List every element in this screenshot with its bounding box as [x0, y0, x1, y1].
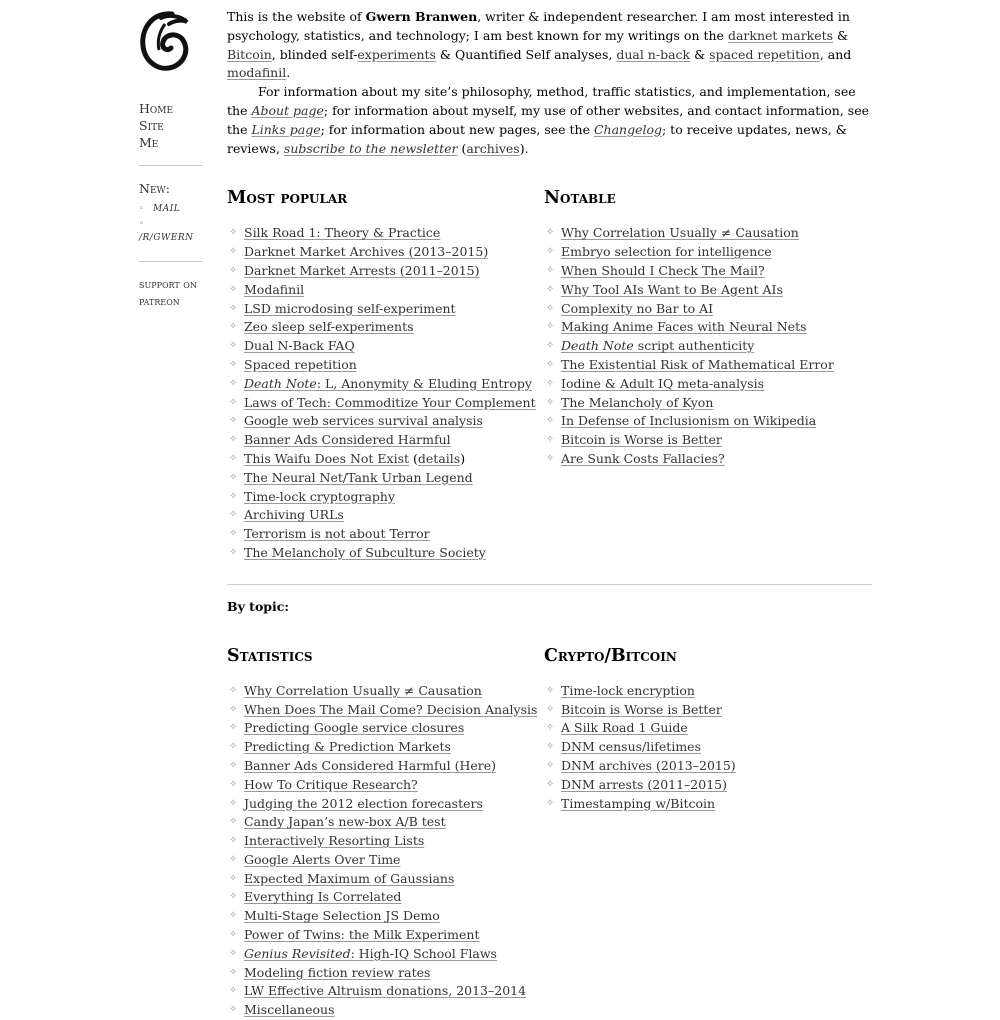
notable-section: [544, 186, 861, 562]
archives-link[interactable]: archives: [466, 140, 520, 156]
statistics-section: [227, 644, 544, 1020]
statistics-list: [227, 682, 544, 1020]
intro-text: This is the website of: [227, 9, 366, 24]
list-item: [544, 318, 861, 337]
nav-site-link[interactable]: Site: [139, 118, 164, 133]
list-item: [227, 888, 544, 907]
title-italic: Death Note: [561, 338, 634, 354]
article-link[interactable]: Modeling fiction review rates: [244, 964, 431, 980]
list-item: [544, 682, 861, 701]
article-link[interactable]: Why Correlation Usually ≠ Causation: [561, 225, 799, 241]
most-popular-list: [227, 224, 544, 562]
crypto-bitcoin-list: [544, 682, 861, 814]
nav-me-link[interactable]: Me: [139, 135, 159, 150]
article-link[interactable]: Interactively Resorting Lists: [244, 833, 425, 849]
article-link[interactable]: Bitcoin is Worse is Better: [561, 701, 722, 717]
crypto-bitcoin-section: [544, 644, 861, 1020]
most-popular-heading: Most popular: [227, 188, 348, 209]
intro-text: , and: [819, 46, 852, 62]
list-item: [544, 450, 861, 469]
article-link[interactable]: [244, 946, 497, 961]
intro-text: ).: [519, 140, 529, 156]
list-item: [227, 544, 544, 563]
list-item: [544, 412, 861, 431]
intro-text: ; for information about new pages, see the: [320, 121, 594, 137]
list-item: [227, 870, 544, 889]
article-link[interactable]: Timestamping w/Bitcoin: [561, 795, 716, 811]
list-item: [544, 431, 861, 450]
article-link[interactable]: Complexity no Bar to AI: [561, 300, 714, 316]
title-italic: Genius Revisited: [244, 945, 351, 961]
article-link[interactable]: LSD microdosing self-experiment: [244, 300, 456, 316]
site-logo[interactable]: [139, 10, 191, 72]
article-link[interactable]: Modafinil: [244, 281, 305, 297]
article-link[interactable]: The Melancholy of Subculture Society: [244, 544, 486, 560]
list-item: [227, 832, 544, 851]
list-item: [227, 719, 544, 738]
support-line2: patreon: [139, 295, 180, 308]
article-link[interactable]: Embryo selection for intelligence: [561, 244, 772, 260]
list-item: [544, 262, 861, 281]
list-item: [544, 701, 861, 720]
spaced-repetition-link[interactable]: spaced repetition: [709, 46, 820, 62]
article-link[interactable]: Why Correlation Usually ≠ Causation: [244, 682, 482, 698]
article-link[interactable]: Miscellaneous: [244, 1002, 335, 1018]
list-item: [227, 243, 544, 262]
list-item: [544, 719, 861, 738]
list-item: [227, 757, 544, 776]
subscribe-label: subscribe to the newsletter: [283, 140, 458, 156]
list-item: [227, 964, 544, 983]
article-link[interactable]: Predicting & Prediction Markets: [244, 739, 451, 755]
article-link[interactable]: Terrorism is not about Terror: [244, 526, 430, 542]
article-link[interactable]: Everything Is Correlated: [244, 889, 402, 905]
list-item: [227, 431, 544, 450]
intro-text: (: [457, 140, 467, 156]
intro-text: .: [286, 65, 291, 81]
article-link[interactable]: Power of Twins: the Milk Experiment: [244, 927, 480, 943]
most-popular-section: [227, 186, 544, 562]
list-item: [227, 300, 544, 319]
intro-text: &: [833, 27, 849, 43]
new-item-mail: [139, 201, 203, 218]
support-patreon-link[interactable]: [139, 276, 203, 310]
sidebar-divider: [139, 165, 203, 166]
notable-list: [544, 224, 861, 468]
article-link[interactable]: DNM census/lifetimes: [561, 739, 701, 755]
sidebar-divider: [139, 261, 203, 262]
article-link[interactable]: How To Critique Research?: [244, 776, 418, 792]
article-link[interactable]: Zeo sleep self-experiments: [244, 319, 414, 335]
subscribe-newsletter-link[interactable]: [284, 141, 458, 156]
article-link[interactable]: Time-lock cryptography: [244, 488, 396, 504]
article-link[interactable]: Judging the 2012 election forecasters: [244, 795, 483, 811]
statistics-heading: Statistics: [227, 645, 313, 666]
article-link[interactable]: Are Sunk Costs Fallacies?: [561, 450, 725, 466]
article-link[interactable]: Google Alerts Over Time: [244, 851, 401, 867]
list-item: [227, 375, 544, 394]
article-link[interactable]: Multi-Stage Selection JS Demo: [244, 908, 440, 924]
article-link[interactable]: Google web services survival analysis: [244, 413, 483, 429]
list-item: [227, 337, 544, 356]
punctuation: ): [460, 450, 466, 466]
punctuation: (: [409, 450, 418, 466]
list-item: [544, 356, 861, 375]
new-list: [139, 201, 203, 247]
list-item: [227, 738, 544, 757]
details-link[interactable]: details: [417, 450, 461, 466]
article-link[interactable]: Making Anime Faces with Neural Nets: [561, 319, 807, 335]
by-topic-label: By topic:: [227, 598, 290, 614]
list-item: [544, 795, 861, 814]
list-item: [227, 682, 544, 701]
article-link[interactable]: In Defense of Inclusionism on Wikipedia: [561, 413, 817, 429]
list-item: [544, 243, 861, 262]
article-link[interactable]: The Neural Net/Tank Urban Legend: [244, 469, 473, 485]
list-item: [544, 300, 861, 319]
article-link[interactable]: The Melancholy of Kyon: [561, 394, 714, 410]
article-link[interactable]: Spaced repetition: [244, 356, 357, 372]
intro-paragraph-1: [227, 8, 872, 83]
intro-text: &: [690, 46, 710, 62]
list-item: [227, 945, 544, 964]
article-link[interactable]: Banner Ads Considered Harmful (Here): [244, 757, 497, 773]
list-item: [227, 506, 544, 525]
intro: [227, 8, 872, 158]
article-link[interactable]: Silk Road 1: Theory & Practice: [244, 225, 441, 241]
article-link[interactable]: Darknet Market Archives (2013–2015): [244, 244, 489, 260]
list-item: [227, 795, 544, 814]
main-content: [227, 8, 872, 1020]
list-item: [544, 738, 861, 757]
intro-paragraph-2: [227, 83, 872, 158]
title-rest: : L, Anonymity & Eluding Entropy: [316, 375, 532, 391]
article-link[interactable]: When Does The Mail Come? Decision Analysis: [244, 701, 538, 717]
about-page-label: About page: [251, 102, 324, 118]
article-link[interactable]: Predicting Google service closures: [244, 720, 465, 736]
list-item: [227, 776, 544, 795]
article-link[interactable]: Why Tool AIs Want to Be Agent AIs: [561, 281, 783, 297]
article-link[interactable]: Bitcoin is Worse is Better: [561, 432, 722, 448]
new-link[interactable]: New:: [139, 181, 170, 196]
list-item: [227, 450, 544, 469]
links-page-label: Links page: [251, 121, 321, 137]
list-item: [544, 757, 861, 776]
article-link[interactable]: Dual N-Back FAQ: [244, 338, 355, 354]
article-link[interactable]: Iodine & Adult IQ meta-analysis: [561, 375, 765, 391]
article-link[interactable]: This Waifu Does Not Exist: [244, 450, 410, 466]
article-link[interactable]: DNM arrests (2011–2015): [561, 776, 727, 792]
nav-home-link[interactable]: Home: [139, 101, 174, 116]
list-item: [227, 224, 544, 243]
links-page-link[interactable]: [251, 122, 320, 137]
intro-text: & Quantified Self analyses,: [435, 46, 617, 62]
list-item: [227, 318, 544, 337]
title-italic: Death Note: [244, 375, 317, 391]
changelog-link[interactable]: [594, 122, 662, 137]
sidebar-nav: [139, 100, 203, 310]
intro-text: , blinded self-: [271, 46, 358, 62]
reddit-link[interactable]: /R/GWERN: [139, 233, 194, 243]
modafinil-link[interactable]: modafinil: [227, 65, 287, 81]
changelog-label: Changelog: [593, 121, 662, 137]
list-item: [227, 701, 544, 720]
list-item: [544, 337, 861, 356]
bitcoin-link[interactable]: Bitcoin: [227, 46, 272, 62]
author-name: Gwern Branwen: [365, 9, 478, 24]
list-item: [227, 907, 544, 926]
article-link[interactable]: A Silk Road 1 Guide: [561, 720, 688, 736]
list-item: [544, 224, 861, 243]
list-item: [227, 813, 544, 832]
article-link[interactable]: Banner Ads Considered Harmful: [244, 432, 451, 448]
article-link[interactable]: Candy Japan’s new-box A/B test: [244, 814, 446, 830]
list-item: [544, 281, 861, 300]
article-link[interactable]: The Existential Risk of Mathematical Error: [561, 356, 834, 372]
list-item: [227, 394, 544, 413]
list-item: [227, 525, 544, 544]
list-item: [227, 926, 544, 945]
article-link[interactable]: Expected Maximum of Gaussians: [244, 870, 455, 886]
list-item: [227, 851, 544, 870]
list-item: [544, 375, 861, 394]
title-rest: script authenticity: [633, 338, 755, 354]
crypto-bitcoin-heading: Crypto/Bitcoin: [544, 645, 677, 666]
mail-link[interactable]: MAIL: [153, 204, 181, 214]
article-link[interactable]: DNM archives (2013–2015): [561, 757, 736, 773]
darknet-markets-link[interactable]: darknet markets: [727, 27, 834, 43]
intro-text: ; for information about myself, my use of other websites, and contact information, see the: [227, 102, 869, 137]
featured-columns: [227, 186, 872, 562]
intro-text: ; to receive updates, news, & reviews,: [227, 121, 847, 156]
list-item: [227, 412, 544, 431]
list-item: [227, 488, 544, 507]
article-link[interactable]: [561, 338, 754, 353]
article-link[interactable]: When Should I Check The Mail?: [561, 262, 765, 278]
experiments-link[interactable]: experiments: [357, 46, 436, 62]
support-line1: support on: [139, 278, 197, 291]
notable-heading: Notable: [544, 188, 616, 209]
new-item-reddit: [139, 218, 203, 247]
list-item: [227, 982, 544, 1001]
article-link[interactable]: Archiving URLs: [244, 507, 344, 523]
list-item: [227, 356, 544, 375]
list-item: [227, 262, 544, 281]
list-item: [227, 281, 544, 300]
article-link[interactable]: Laws of Tech: Commoditize Your Complement: [244, 394, 536, 410]
article-link[interactable]: Time-lock encryption: [561, 682, 695, 698]
article-link[interactable]: Darknet Market Arrests (2011–2015): [244, 262, 480, 278]
intro-text: For information about my site’s philosophy, method, traffic statistics, and implementation, see the: [227, 84, 856, 118]
list-item: [544, 394, 861, 413]
intro-text: , writer & independent researcher. I am most interested in psychology, statistics, and technology; I am best known for my writings on the: [227, 9, 850, 43]
article-link[interactable]: LW Effective Altruism donations, 2013–2014: [244, 983, 527, 999]
list-item: [227, 469, 544, 488]
about-page-link[interactable]: [251, 103, 323, 118]
list-item: [544, 776, 861, 795]
title-rest: : High-IQ School Flaws: [350, 945, 497, 961]
article-link[interactable]: [244, 376, 532, 391]
section-divider: [227, 584, 872, 585]
topic-columns: [227, 644, 872, 1020]
dual-nback-link[interactable]: dual n-back: [616, 46, 691, 62]
list-item: [227, 1001, 544, 1020]
